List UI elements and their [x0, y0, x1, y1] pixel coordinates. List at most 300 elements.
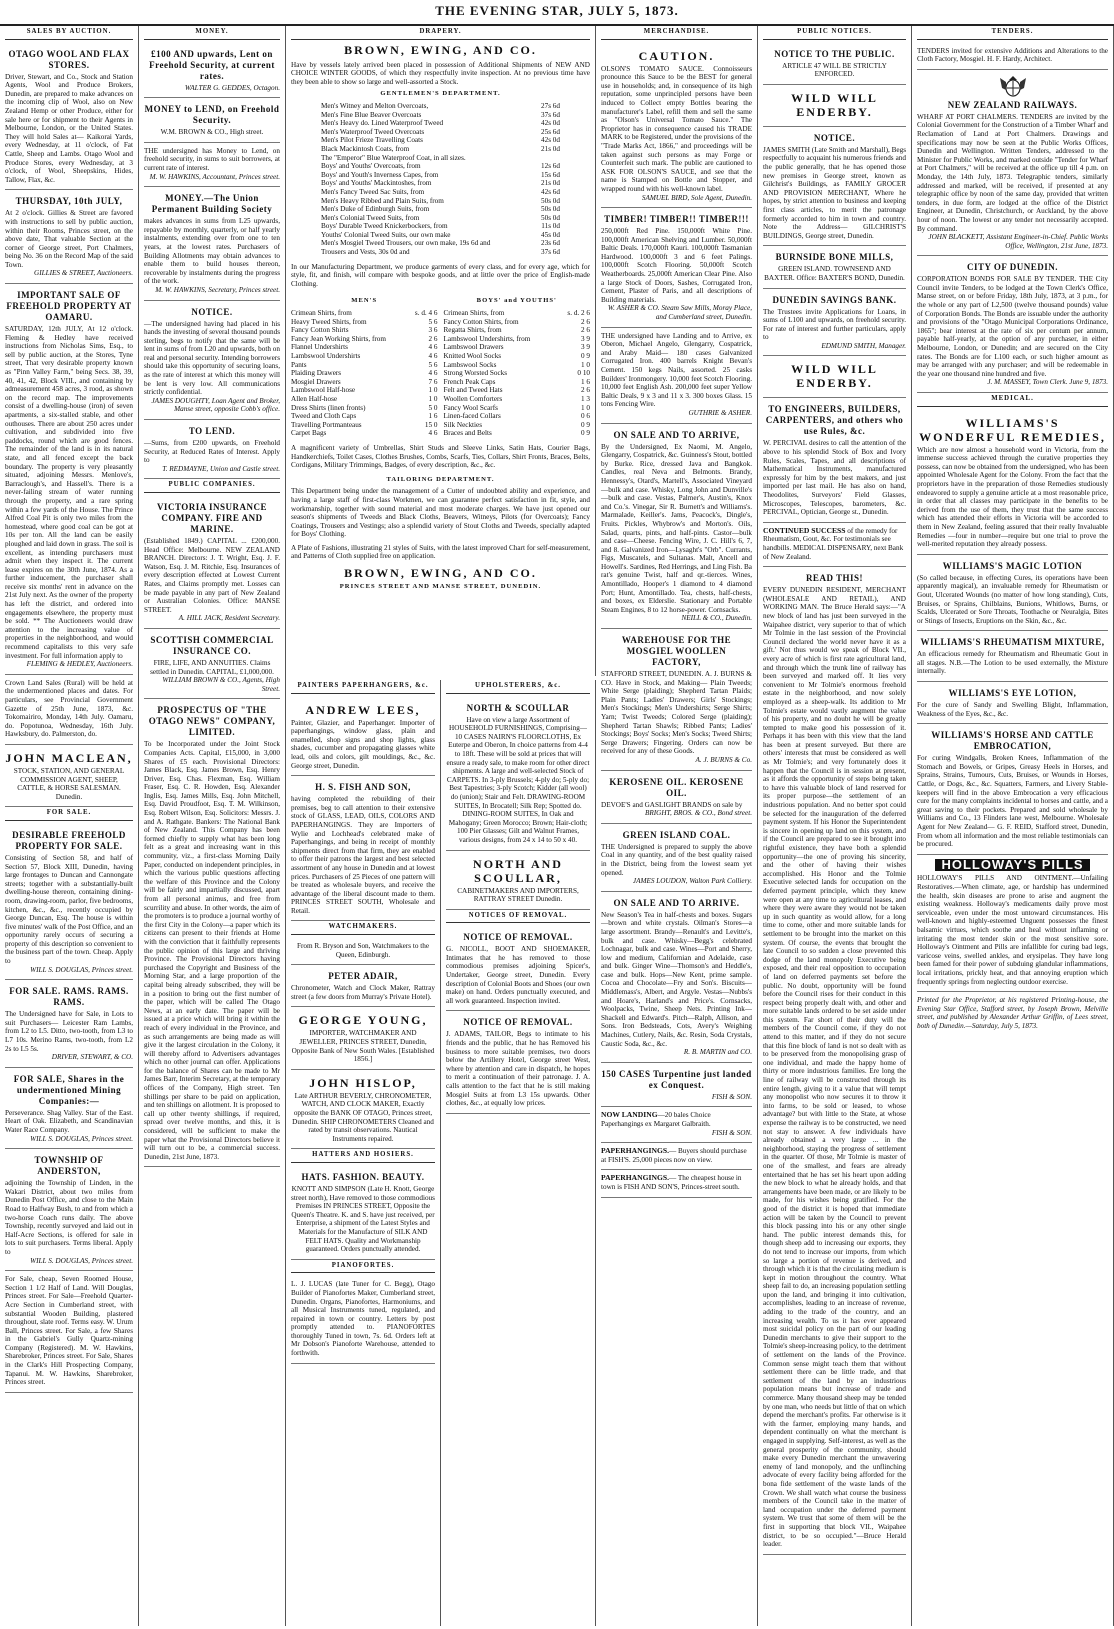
ad-title: 150 CASES Turpentine just landed ex Conquest.: [601, 1068, 752, 1090]
ad-title: £100 AND upwards, Lent on Freehold Security, at current rates.: [149, 48, 275, 81]
ad-body: By the Undersigned, Ex Naomi, M. Angelo, Glengarry, Cospatrick, &c. Guinness's Stout, bottled by Burke. Rice, dressed Java and Bangkok. Candles, real Neva and Belmonts. Brandy, Hennessy's, Otard's, Martell's, Associated Vineyard—bulk and case. Whisky, Long John and Dunville's—bulk and case. Vestas, Palmer's, Austin's, Knox and Co.'s. Vinegar, Sir R. Burnett's and Williams's. Marmalade, Keiller's. Jams, Peacock's, Dingle's, Fruits. Pickles, Whybrow's and Morton's. Oils, Salad, quarts, pints, and half-pints. Castor—bulk and case—Cheese. Fencing Wire, J. C. Hill's 6, 7, and 8. Galvanized Iron—Lysaght's "Orb". Currants, Figs, Muscatels, and Sultanas. Malt, Ancell and Howell's. Sardines, Red Herrings, and Ling Fish. Ba rat's genuine Twist, half and qr.-tierces. Wines, Amontillado, Hooper's 1 diamond to 4 diamond Port; Hunt, Amontillado. Tea, chests, half-chests, and boxes, ex Elderslie. Stationary and Portable Steam Engines, 8 to 12 horse-power. Cornsacks.: [601, 442, 752, 614]
price-row: [444, 309, 591, 318]
price-row: [444, 412, 591, 421]
ad-otago-news-prospectus: [144, 699, 280, 1167]
ad-title: KEROSENE OIL. KEROSENE OIL.: [609, 776, 744, 798]
ad-rheumatism-mixture: [917, 631, 1108, 682]
ad-body: Have on view a large Assortment of HOUSEHOLD FURNISHINGS, Comprising— 10 CASES NAIRN'S FLOORCLOTHS, Ex Euterpe and Oberon, In choice patterns from 4-4 to 18ft. These will be sold at prices that will ensure a ready sale, to make room for other direct shipments. A large and well-selected Stock of CARPETS. In 3-ply Brussels; 4-ply do; 5-ply do; Best Tapestries; 3-ply Scotch; Kidder (all wool) do (union); Stair and Felt. DRAWING-ROOM SUITES, In Brocatell; Silk Rep; Spotted do. DINING-ROOM SUITES, In Oak and Mahogany; Green Morocco; Brown; Hair-cloth; 100 Pier Glasses; Gilt and Walnut Frames, various designs, from 24 x 14 to 50 x 40.: [446, 715, 590, 844]
price-item: Youths' Colonial Tweed Suits, our own make: [321, 230, 451, 239]
ad-title: HOLLOWAY'S PILLS: [935, 859, 1089, 872]
ad-title: WAREHOUSE FOR THE MOSGIEL WOOLLEN FACTORY,: [621, 635, 732, 668]
ad-title: NOTICE.: [191, 306, 233, 317]
ad-city-of-dunedin: [917, 256, 1108, 393]
price-item: Linen-faced Collars: [443, 412, 501, 421]
ad-title: PAPERHANGINGS.: [601, 1173, 669, 1183]
ad-timber: [601, 208, 752, 328]
ad-paperhangings-2: [601, 1170, 752, 1197]
ad-body: IMPORTER, WATCHMAKER AND JEWELLER, PRINCES STREET, Dunedin, Opposite Bank of New South Wales. [Established 1856.]: [291, 1029, 435, 1064]
price-value: 0 10: [577, 369, 590, 378]
price-row: [321, 111, 560, 120]
ad-title: PETER ADAIR,: [328, 971, 398, 982]
ad-now-landing: [601, 1107, 752, 1143]
ad-body: To be Incorporated under the Joint Stock Companies Acts. Capital, £15,000, in 3,000 Shares of £5 each. Provisional Directors: James Black, Esq. James Brown, Esq. Henry Driver, Esq. Chas. Flexman, Esq. William Fraser, Esq. C. R. Howden, Esq. Alexander Inglis, Esq. James Mills, Esq. John Mitchell, Esq. David Proudfoot, Esq. T. M. Wilkinson, Esq. Robert Wilson, Esq. Solicitors: Messrs. J. and A. Rathgate. Bankers: The National Bank of New Zealand. This Company has been formed chiefly to supply what has been long felt as a great and increasing want in this community, viz., a first-class Morning Daily Paper, conducted on independent principles, in which the various public questions affecting the welfare of this Province and the Colony will be fairly and impartially discussed, apart from all personal animus, and free from scurrility and abuse. In other words, the aim of the promoters is to produce a journal worthy of the first City in the Colony—a paper which its citizens can present to their friends at Home with the conviction that it faithfully represents the public opinion of this large and thriving Province. The Provisional Directors having purchased the Copyright and Business of the Morning Star, and a large proportion of the capital being already subscribed, they will be in a position to bring out the first number of the paper, which will be called The Otago News, at an early date. The paper will be issued at a price which will bring it within the reach of every individual in the Province, and as such arrangements are being made as will give it the largest circulation in the Colony, it will thereby afford to Advertisers advantages which no other journal can offer. Applications for the balance of Shares can be made to Mr James Barr, Interim Secretary, at the temporary offices of the Company, High street. Ten shillings per share to be paid on application, and ten shillings on allotment. It is proposed to call up other twenty shillings, if required, spread over twelve months, and this, it is considered, will be sufficient to make the paper what the Provisional Directors believe it will turn out to be, a commercial success. Dunedin, 21st June, 1873.: [144, 740, 280, 1161]
price-item: Carpet Bags: [291, 429, 327, 438]
price-row: [321, 222, 560, 231]
price-row: [291, 326, 438, 335]
ad-body: — Buyers should purchase at FISH'S. 25,000 pieces now on view.: [601, 1147, 747, 1164]
ad-body: For curing Windgalls, Broken Knees, Inflammation of the Stomach and Bowels, or Gripes, Greasy Heels in Horses, and Sprains, Strains, Tumours, Cuts, Bruises, or Wounds in Horses, Cattle, or Dogs, &c., &c. Squatters, Farmers, and Livery Stable-keepers will find in the above Embrocation a very efficacious cure for the many complaints incidental to horses and cattle, and a great saving to their pockets. Prepared and sold wholesale by Williams and Co., 13 Flinders lane west, Melbourne. Wholesale Agent for New Zealand— G. F. REID, Stafford street, Dunedin, From whom all information and the most reliable testimonials can be procured.: [917, 754, 1108, 849]
price-row: [444, 352, 591, 361]
ad-rams: [5, 980, 133, 1068]
ad-victoria-insurance: [144, 496, 280, 629]
ad-guthrie-asher: [601, 328, 752, 424]
price-row: [291, 386, 438, 395]
ad-title: JOHN MACLEAN,: [5, 750, 133, 765]
ad-body: J. ADAMS, TAILOR, Begs to intimate to his friends and the public, that he has Removed his business to more suitable premises, two doors below the Artillery Hotel, George street West, where by attention and care in dispatch, he hopes to merit a continuation of their patronage. J. A. calls attention to the fact that he is still making Mosgiel Suits at from L3 15s upwards. Other clothes, &c., at equally low prices.: [446, 1030, 590, 1108]
ad-title: IMPORTANT SALE OF FREEHOLD PROPERTY AT OAMARU.: [6, 290, 132, 323]
brand-name-footer: BROWN, EWING, AND CO.: [344, 566, 537, 581]
price-value: 2 6: [428, 334, 438, 343]
ad-body: —20 bales Choice Paperhangings ex Margaret Galbraith.: [601, 1111, 711, 1128]
fashion-plate-note: A Plate of Fashions, illustrating 21 styles of Suits, with the latest improved Chart for self-measurement, and Patterns of Cloth supplied free on application.: [291, 543, 590, 561]
ad-signature: JAMES LOUDON, Walton Park Colliery.: [632, 877, 752, 886]
ad-title: H. S. FISH AND SON,: [315, 782, 411, 793]
boys-title: BOYS' and YOUTHS': [476, 297, 557, 305]
ad-williams-remedies: [917, 410, 1108, 555]
ad-building-society: [144, 187, 280, 300]
price-value: 11s 0d: [541, 222, 560, 231]
ad-title: ON SALE AND TO ARRIVE,: [613, 429, 740, 440]
ad-title: PROSPECTUS OF "THE OTAGO NEWS" COMPANY, LIMITED.: [148, 705, 276, 738]
price-value: 45s 0d: [541, 230, 560, 239]
ad-signature: DRIVER, STEWART, & CO.: [51, 1053, 133, 1062]
price-value: 27s 6d: [541, 101, 560, 110]
ad-wild-will-1: [763, 85, 906, 127]
column-header: PUBLIC NOTICES.: [763, 26, 906, 40]
ad-signature: A. HILL JACK, Resident Secretary.: [178, 614, 280, 623]
ad-title: NOTICE TO THE PUBLIC.: [774, 48, 895, 59]
ad-title: BURNSIDE BONE MILLS,: [775, 252, 894, 263]
price-item: Black Mackintosh Coats, from: [321, 144, 410, 153]
price-item: Travelling Portmanteaus: [291, 420, 362, 429]
ad-body: For Sale, cheap, Seven Roomed House, Section 1 1/2 Half of Land. Will Douglas, Princes street. For Sale—Freehold Quarter-Acre Section in Cumberland street, with substantial Wooden Building, plastered throughout, slate roof. Terms easy. W. Urum Ball, Princes street. For Sale, a few Shares in the Gabriel's Gully Quartz-mining Company (Registered). M. W. Hawkins, Sharebroker, Princes street. For Sale, Shares in the Clark's Hill Prospecting Company, Tapanui. M. W. Hawkins, Sharebroker, Princes street.: [5, 1275, 133, 1387]
price-value: 21s 0d: [541, 179, 560, 188]
price-row: [291, 429, 438, 438]
price-item: Silk Neckties: [443, 420, 483, 429]
ad-body: Chronometer, Watch and Clock Maker, Rattray street (a few doors from Murray's Private Hotel).: [291, 984, 435, 1001]
ad-title: MONEY.—The Union Permanent Building Society: [151, 193, 273, 215]
ad-title: NOTICE OF REMOVAL.: [463, 932, 573, 943]
price-row: [321, 171, 560, 180]
ad-body: Late ARTHUR BEVERLY, CHRONOMETER, WATCH, AND CLOCK MAKER, Exactly opposite the BANK OF OTAGO, Princes street, Dunedin. SHIP CHRONOMETERS Cleaned and rated by transit observations. Nautical Instruments repaired.: [292, 1091, 434, 1143]
ad-body: The Undersigned have for Sale, in Lots to suit Purchasers— Leicester Ram Lambs, from L2 to L5. Ditto, two-tooth, from L3 to L7 10s. Merino Rams, two-tooth, from L2 2s to L5 5s.: [5, 1010, 133, 1053]
ad-notice-public: [763, 43, 906, 85]
column-upholsterers: [441, 680, 596, 1626]
section-header: MEDICAL.: [917, 393, 1108, 407]
ad-body: — The cheapest house in town is FISH AND SON'S, Princes-street south.: [601, 1174, 742, 1191]
price-row: [444, 378, 591, 387]
ad-body: THE undersigned has Money to Lend, on freehold security, in sums to suit borrowers, at current rate of interest.: [144, 146, 280, 172]
price-value: 0 6: [581, 412, 590, 421]
section-header: FOR SALE.: [5, 807, 133, 821]
ad-title: NORTH & SCOULLAR: [466, 702, 570, 713]
ad-nicoll-removal: [446, 926, 590, 1011]
price-value: s. d. 4 6: [414, 309, 438, 318]
section-header: HATTERS AND HOSIERS.: [291, 1149, 435, 1163]
price-item: Mosgiel Drawers: [291, 377, 341, 386]
price-item: Men's Heavy do. Lined Waterproof Tweed: [321, 119, 444, 128]
ad-title: WILD WILL ENDERBY.: [791, 362, 878, 391]
price-row: [291, 318, 438, 327]
price-row: [291, 343, 438, 352]
ad-body: From R. Bryson and Son, Watchmakers to the Queen, Edinburgh.: [296, 942, 430, 959]
ad-body: W. PERCIVAL desires to call the attention of the above to his splendid Stock of Box and Ivory Rules, Scales, Tapes, and all descriptions of Mathematical Instruments, manufactured expressly for him by the best makers, and just imported per last mail. He has also on hand, Theodolites, Surveyors' Field Glasses, Microscopes, Telescopes, barometers, &c. PERCIVAL, Optician, George st., Dunedin.: [763, 439, 906, 517]
ad-neill-on-sale: [601, 424, 752, 629]
printer-imprint: Printed for the Proprietor, at his registered Printing-house, the Evening Star Office, Stafford street, by Joseph Brown, Melville street, and published by Alexander Arthur Griffin, of Lees street, both of Dunedin.—Saturday, July 5, 1873.: [917, 996, 1108, 1030]
price-item: Lambswool Half-hose: [291, 386, 356, 395]
brand-name: BROWN, EWING, AND CO.: [344, 42, 537, 57]
ad-body: SATURDAY, 12th JULY, At 12 o'clock. Fleming & Hedley have received instructions from Nicholas Sims, Esq., to sell by public auction, at the Stores, Tyne street, That very desirable property known as "Pinn Valley Farm," being Secs. 38, 39, 40, 41, 42, Block VIII., and containing by admeasurement 458 acres, 3 rood, as shown on the record map. The improvements consist of a dwelling-house (iron) of seven apartments, a six-stalled stable, and other outhouses. There are about 250 acres under cultivation, and subdivided into five paddocks, round which are good fences. The remainder of the land is in its natural state, and all fenced except the back boundary. The property is very pleasantly situated, adjoining Messrs. Menlove's, Barraclough's, and Hassell's. There is a never-failing stream of water running through the property, and a rare spring within a few yards of the House. The Prince Alfred Coal Pit is only two miles from the homestead, where good coal can be got at 10s per ton. All the land can be easily ploughed and laid down in grass. The soil is excellent, as intending purchasers must admit when they inspect it. The current lease expires on the 30th June, 1874. As a further inducement, the purchaser shall receive six months' rent in advance on the 21st July next. As the owner of the property has left the district, and ordered into engagements elsewhere, the property must be sold. ** The Auctioneers would draw attention to the increasing value of properties in the neighborhood, and would recommend capitalists to this very safe investment. For full information apply to: [5, 325, 133, 660]
price-value: 50s 0d: [541, 205, 560, 214]
price-item: Fancy Jean Working Shirts, from: [291, 334, 386, 343]
ad-body: STOCK, STATION, AND GENERAL COMMISSION AGENT, SHEEP, CATTLE, & HORSE SALESMAN. Dunedin.: [13, 766, 125, 801]
ad-signature: JOHN BLACKETT, Assistant Engineer-in-Chief. Public Works Office, Wellington, 21st June, 1873.: [928, 233, 1108, 250]
ad-signature: FLEMING & HEDLEY, Auctioneers.: [26, 660, 133, 669]
ad-body: Consisting of Section 58, and half of Section 57, Block XIII, Dunedin, having large frontages to Duncan and Cannongate streets; together with a substantially-built dwelling-house thereon, containing dining-room, drawing-room, parlor, five bedrooms, kitchen, &c., &c., recently occupied by George Duncan, Esq. The house is within five minutes' walk of the Post Office, and an opportunity rarely occurs of securing a property of this description so convenient to the business part of the town. Cheap. Apply to: [5, 853, 133, 966]
price-item: Fancy Wool Scarfs: [443, 403, 498, 412]
section-header: PUBLIC COMPANIES.: [144, 479, 280, 493]
price-value: 3 9: [581, 343, 590, 352]
price-row: [321, 214, 560, 223]
price-item: Men's Heavy Ribbed and Plain Suits, from: [321, 196, 444, 205]
price-item: Strong Worsted Socks: [443, 369, 508, 378]
price-row: [291, 361, 438, 370]
column-header: MERCHANDISE.: [601, 26, 752, 40]
price-item: Lambswool Socks: [443, 360, 497, 369]
price-item: Braces and Belts: [443, 429, 492, 438]
ad-title: FOR SALE, Shares in the undermentioned Mining Companies:—: [13, 1073, 125, 1106]
price-item: Fancy Cotton Shirts: [291, 326, 349, 335]
price-row: [444, 335, 591, 344]
price-row: [321, 231, 560, 240]
price-item: Men's Fancy Tweed Sac Suits, from: [321, 187, 425, 196]
ad-body: TENDERS invited for extensive Additions and Alterations to the Cloth Factory, Mosgiel. H. F. Hardy, Architect.: [917, 46, 1108, 64]
ad-title: THURSDAY, 10th JULY,: [15, 196, 123, 207]
ad-john-hislop: [291, 1070, 435, 1150]
ad-title: TO ENGINEERS, BUILDERS, CARPENTERS, and others who use Rules, &c.: [765, 404, 904, 437]
price-item: Men's Fine Blue Beaver Overcoats: [321, 110, 422, 119]
ad-title: OTAGO WOOL AND FLAX STORES.: [8, 48, 130, 70]
column-header: MONEY.: [144, 26, 280, 40]
price-value: 2 6: [581, 386, 590, 395]
price-tables: [291, 294, 590, 438]
ad-title: GREEN ISLAND COAL.: [622, 829, 731, 840]
price-value: 5 6: [428, 360, 438, 369]
ad-body: For the cure of Sandy and Swelling Blight, Inflammation, Weakness of the Eyes, &c., &c.: [917, 701, 1108, 718]
drapery-intro: Have by vessels lately arrived been placed in possession of Additional Shipments of NEW AND CHOICE WINTER GOODS, of which they respectfully invite inspection. At no previous time have they been able to show so large and well-assorted a Stock.: [291, 60, 590, 86]
ad-body: FIRE, LIFE, AND ANNUITIES. Claims settled in Dunedin. CAPITAL, £1,000,000.: [150, 658, 274, 676]
column-tenders: [912, 26, 1114, 1626]
price-row: [444, 361, 591, 370]
ad-gillies-street: [5, 190, 133, 284]
price-item: Men's Pilot Frieze Travelling Coats: [321, 136, 423, 145]
ad-body: adjoining the Township of Linden, in the Wakari District, about two miles from Dunedin Post Office, and close to the Main Road to Halfway Bush, to and from which a two-horse Coach runs daily. The above Township, recently surveyed and laid out in Half-Acre Sections, is offered for sale in lots to suit purchasers. Terms liberal. Apply to: [5, 1179, 133, 1256]
ad-money-brown: [144, 98, 280, 143]
price-value: 37s 6d: [541, 110, 560, 119]
ad-signature: WILL S. DOUGLAS, Princes street.: [30, 1256, 133, 1265]
ad-title: NOW LANDING: [601, 1110, 658, 1120]
ad-signature: J. M. MASSEY, Town Clerk. June 9, 1873.: [987, 378, 1108, 387]
brand-address: PRINCES STREET AND MANSE STREET, DUNEDIN.: [339, 583, 542, 591]
mens-title: MEN'S: [351, 297, 378, 305]
ad-george-young: [291, 1007, 435, 1069]
price-value: 4 6: [428, 429, 438, 438]
ad-signature: T. REDMAYNE, Union and Castle street.: [162, 464, 280, 473]
price-value: 5 6: [428, 317, 438, 326]
ad-title: PAPERHANGINGS.: [601, 1146, 669, 1156]
price-row: [444, 395, 591, 404]
price-item: Heavy Tweed Shirts, from: [291, 317, 367, 326]
ad-oamaru-property: [5, 284, 133, 675]
ad-body: CORPORATION BONDS FOR SALE BY TENDER. THE City Council invite Tenders, to be lodged at the Town Clerk's Office, Manse street, on or before Friday, 18th July, 1873, at 3 p.m., for the whole or any part of L2,500 (twelve thousand pounds) value of Corporation Bonds. The Bonds are issuable under the authority and provisions of the "Otago Municipal Corporations Ordinance, 1865"; bear interest at the rate of six per centum per annum, payable half-yearly, at the option of any purchaser, in either Melbourne, London, or Dunedin; and are secured on the City rates. The Bonds are for L100 each, or such higher amount as may be arranged with any purchaser; and will be redeemable in the year one thousand nine hundred and five.: [917, 275, 1108, 378]
ad-title: FOR SALE. RAMS. RAMS. RAMS.: [9, 986, 129, 1008]
ad-otago-wool: [5, 43, 133, 191]
ad-north-scoullar-cabinet: [446, 851, 590, 910]
price-value: 0 9: [581, 420, 590, 429]
price-value: 25s 6d: [541, 127, 560, 136]
price-value: 1 6: [428, 412, 438, 421]
manufacturing-note: In our Manufacturing Department, we produce garments of every class, and for every age, which for style, fit, and finish, will compare with bespoke goods, and at little over the price of English-made Clothing.: [291, 262, 590, 288]
ad-body: JAMES SMITH (Late Smith and Marshall), Begs respectfully to acquaint his numerous friends and the public generally, that he has opened those new premises in George street, known as Gilchrist's Buildings, as FAMILY GROCER AND PROVISION MERCHANT, Where he hopes, by strict attention to business and keeping first class articles, to merit the patronage formerly accorded to him in town and country. Note the Address— GILCHRIST'S BUILDINGS, George street, Dunedin.: [763, 145, 906, 240]
price-row: [444, 421, 591, 430]
ad-turpentine: [601, 1063, 752, 1108]
price-value: 23s 6d: [541, 239, 560, 248]
ad-james-smith: [763, 127, 906, 247]
ad-body: —Sums, from £200 upwards, on Freehold Security, at Reduced Rates of Interest. Apply to: [144, 439, 280, 465]
price-value: 1 0: [581, 403, 590, 412]
price-value: 42s 6d: [541, 187, 560, 196]
ad-green-island-coal: [601, 824, 752, 892]
price-row: [321, 102, 560, 111]
ad-title: WILLIAMS'S EYE LOTION,: [948, 688, 1077, 699]
price-row: [444, 343, 591, 352]
price-item: Men's Colonial Tweed Suits, from: [321, 213, 420, 222]
ad-hs-fish: [291, 776, 435, 921]
price-item: Dress Shirts (linen fronts): [291, 403, 366, 412]
price-item: Regatta Shirts, from: [443, 326, 502, 335]
price-row: [321, 136, 560, 145]
price-item: Men's Mosgiel Tweed Trousers, our own make, 19s 6d and: [321, 239, 491, 248]
ad-title: NORTH AND SCOULLAR,: [473, 856, 563, 885]
ad-body: The Trustees invite Applications for Loans, in sums of L100 and upwards, on freehold security. For rate of interest and further particulars, apply to: [763, 307, 906, 342]
price-row: [291, 378, 438, 387]
price-row: [444, 369, 591, 378]
ad-body: DEVOE'S and GASLIGHT BRANDS on sale by: [601, 800, 743, 809]
column-header: TENDERS.: [917, 26, 1108, 40]
ad-john-maclean: [5, 745, 133, 807]
ad-body: L. J. LUCAS (late Tuner for C. Begg), Otago Builder of Pianofortes Maker, Cumberland street, Dunedin. Organs, Pianofortes, Harmoniums, and all Musical Instruments tuned, regulated, and repaired in town or country. Letters by post promptly attended to. PIANOFORTES thoroughly Tuned in town, 7s. 6d. Orders left at Mr Dobson's Pianoforte Warehouse, attended to forthwith.: [291, 1280, 435, 1358]
ad-magic-lotion: [917, 555, 1108, 632]
ad-signature: WALTER G. GEDDES, Octagon.: [184, 83, 280, 92]
ad-title: TO LEND.: [188, 426, 236, 437]
price-row: [291, 335, 438, 344]
column-header: DRAPERY.: [291, 26, 590, 40]
ad-body: New Season's Tea in half-chests and boxes. Sugars—brown and white crystals. Oilman's Stores—a large assortment. Brandy—Renault's and Levitte's, bulk and case. Whisky—Begg's celebrated Lochnagar, bulk and case. Wines—Port and Sherry, low and medium, Californian and Adelaide, case and bulk. Ginger Wine—Thomson's and Heddle's, case and bulk. Hops—New Kent, prime sample. Cocoa and Chocolate—Fry and Son's. Biscuits—Middlemass's, Albert, and Argyle. Vestas—Nubbs's and Hoare's, Harland's and Price's. Cornsacks, Woolpacks, Twine, Sheep Nets. Printing Ink—Shackell and Edward's. Pitch—Ralph, Allison, and Sons. Iron Bedsteads, Cots, Avery's Weighing Machines, Cutlery, Nails, &c. Resin, Soda Crystals, Caustic Soda, &c., &c.: [601, 910, 752, 1048]
ad-signature: WILL S. DOUGLAS, Princes street.: [30, 1134, 133, 1143]
price-value: 1 0: [581, 360, 590, 369]
price-value: 1 0: [428, 394, 438, 403]
ad-body: of the remedy for Rheumatism, Gout, &c. For testimonials see handbills. MEDICAL DISPENSARY, next Bank of New Zealand.: [763, 526, 904, 561]
price-item: Boys' and Youths' Overcoats, from: [321, 162, 421, 171]
price-value: 5 0: [428, 403, 438, 412]
price-value: 0 9: [581, 429, 590, 438]
section-header: PIANOFORTES.: [291, 1260, 435, 1274]
ad-title: DUNEDIN SAVINGS BANK.: [772, 294, 897, 305]
gents-department-title: GENTLEMEN'S DEPARTMENT.: [380, 90, 501, 98]
ad-signature: FISH & SON.: [711, 1092, 752, 1101]
ad-signature: FISH & SON.: [711, 1128, 752, 1137]
ad-title: NEW ZEALAND RAILWAYS.: [947, 99, 1078, 110]
ad-eye-lotion: [917, 682, 1108, 724]
ad-signature: EDMUND SMITH, Manager.: [821, 341, 906, 350]
ad-signature: NEILL & CO., Dunedin.: [681, 614, 752, 623]
column-public-notices: [758, 26, 912, 1626]
price-item: Crimean Shirts, from: [291, 309, 352, 318]
price-item: Woollen Comforters: [443, 394, 503, 403]
gents-price-list: [291, 102, 590, 257]
ad-body: makes advances in sums from L25 upwards, repayable by monthly, quarterly, or half yearly instalments, extending over from one to ten years, at the lowest rates. Purchasers of Building Allotments may obtain advances to enable them to build houses thereon, recoverable by instalments during the progress of the work.: [144, 217, 280, 286]
column-header: PAINTERS PAPERHANGERS, &c.: [291, 680, 435, 694]
price-value: 7 6: [428, 377, 438, 386]
price-value: 15 0: [424, 420, 438, 429]
mens-table: [291, 294, 438, 438]
column-drapery: [286, 26, 596, 676]
price-item: Men's Waterproof Tweed Overcoats: [321, 127, 425, 136]
ad-lucas-pianos: [291, 1276, 435, 1363]
price-value: 21s 0d: [541, 144, 560, 153]
ad-title: GEORGE YOUNG,: [298, 1013, 428, 1028]
ad-title: WILLIAMS'S RHEUMATISM MIXTURE,: [920, 637, 1105, 648]
ad-body: G. NICOLL, BOOT AND SHOEMAKER, Intimates that he has removed to those commodious premises adjoining Spicer's, Undertaker, George street, Dunedin. Every description of Colonial Boots and Shoes (our own make) on hand. Orders punctually executed, and all work guaranteed. Inspection invited.: [446, 945, 590, 1005]
price-row: [444, 386, 591, 395]
ad-body: Painter, Glazier, and Paperhanger. Importer of paperhangings, window glass, plain and enamelled, shop signs and shop lights, glass shades, cucumber and propagating glasses white lead, oils and colors, gilt mouldings, &c., &c. George street, Dunedin.: [291, 718, 435, 770]
ad-title: ANDREW LEES,: [305, 702, 421, 717]
ad-freehold-property: [5, 824, 133, 980]
price-value: 50s 0d: [541, 196, 560, 205]
ad-body: (So called because, in effecting Cures, its operations have been apparently magical), an invaluable remedy for Rheumatism or Gout, Ulcerated Wounds (no matter of how long standing), Cuts, Bruises, or Sprains, Chilblains, Bunions, Whitlows, Burns, or Scalds, Ulcerated or Sore Throats, Toothache or Neuralgia, Bites or Stings of Insects, Eruptions on the Skin, &c., &c.: [917, 573, 1108, 625]
ad-doughty: [144, 301, 280, 421]
ad-body: HOLLOWAY'S PILLS AND OINTMENT.—Unfailing Restoratives.—When climate, age, or hardship has undermined the health, skin diseases are prone to arise and augment the existing weakness. Holloway's medicaments daily prove most serviceable, even under the most untoward circumstances. His well-known and highly-esteemed Unguent possesses the finest balsamic virtues, which soothe and heal without inflaming or irritating the most tender skin or the most sensitive sore. Holloway's Ointment and Pills are infallible for curing bad legs, varicose veins, swelled ankles, and erysipelas. They have long been famed for their power of subduing glandular inflammations, local irritations, prickly heat, and that annoying eruption which frequently springs from neglecting outdoor exercise.: [917, 874, 1108, 986]
ad-mosgiel-warehouse: [601, 629, 752, 771]
ad-title: MONEY to LEND, on Freehold Security.: [144, 104, 280, 126]
ad-signature: GILLIES & STREET, Auctioneers.: [34, 269, 133, 278]
ad-signature: W. ASHER & CO. Steam Saw Mills, Moray Place, and Cumberland street, Dunedin.: [607, 304, 752, 322]
ad-bryson: [291, 938, 435, 965]
price-item: Boys' Durable Tweed Knickerbockers, from: [321, 222, 448, 231]
price-row: [321, 145, 560, 154]
price-row: [291, 421, 438, 430]
ad-title: NOTICE.: [813, 132, 856, 143]
ad-read-this: [763, 567, 906, 1555]
ad-andrew-lees: [291, 697, 435, 777]
ad-body: Crown Land Sales (Rural) will be held at the undermentioned places and dates. For particulars, see Provincial Government Gazette of 25th June, 1873, &c. Tokomairiro, Monday, 14th July. Oamaru, do. Popotunoa, Wednesday, 16th July. Hawksbury, do. Palmerston, do.: [5, 678, 133, 739]
price-value: 37s 6d: [541, 248, 560, 257]
ad-burnside-bone-mills: [763, 246, 906, 288]
ad-title: WILD WILL ENDERBY.: [791, 90, 878, 119]
price-value: 4 6: [428, 343, 438, 352]
ad-body: WHARF AT PORT CHALMERS. TENDERS are invited by the Colonial Government for the Construction of a Timber Wharf and Reclamation of Land at Port Chalmers. Drawings and specifications may now be seen at the Public Works Offices, Dunedin and Wellington. Written Tenders, addressed to the Minister for Public Works, and marked outside "Tender for Wharf at Port Chalmers," will be received at the office up till 4 p.m. on Monday, the 14th July, 1873. Telegraphic tenders, similarly addressed and marked, will be received, if presented at any telegraphic office by noon of the same day, provided that written tenders, in due form, are lodged at the office of the District Engineer, at Dunedin, Christchurch, or Auckland, by the above hour of noon. The lowest or any tender not necessarily accepted. By command.: [917, 112, 1108, 233]
ad-body: THE Undersigned is prepared to supply the above Coal in any quantity, and of the best quality raised in the District, being from the lowest seam yet opened.: [601, 842, 752, 877]
price-row: [291, 395, 438, 404]
price-row: [321, 128, 560, 137]
price-item: Men's Duke of Edinburgh Suits, from: [321, 205, 430, 214]
ad-body: having completed the rebuilding of their premises, beg to call attention to their extensive stock of GLASS, LEAD, OILS, COLORS AND PAPERHANGINGS. They are Importers of Wylie and Lochhead's celebrated make of Paperhangings, and being in receipt of monthly shipments direct from that firm, they are enabled to offer their patrons the largest and best selected assortment of any house in Dunedin and at lowest prices. Purchasers of 25 Pieces of one pattern will be treated as wholesale buyers, and receive the advantage of the liberal discount made to them. PRINCES STREET SOUTH, Wholesale and Retail.: [291, 795, 435, 915]
column-header: UPHOLSTERERS, &c.: [446, 680, 590, 694]
ad-body: THE undersigned have Landing and to Arrive, ex Oberon, Michael Angelo, Glengarry, Cospatrick, and Araby Maid— 180 cases Galvanized Corrugated Iron. 400 barrels Knight Bevan's Cement. 150 kegs Nails, assorted. 25 casks Builders' Ironmongery. 10,000 feet Scotch Flooring. 10,000 feet English Ash. 200,000 feet super Yellow Baltic Deals, 9 x 3 and 11 x 3. 300 boxes Glass. 15 tons Fencing Wire.: [601, 331, 752, 409]
ad-adams-removal: [446, 1011, 590, 1113]
price-item: Knitted Wool Socks: [443, 352, 502, 360]
price-row: [321, 119, 560, 128]
boys-table: [444, 294, 591, 438]
section-header: WATCHMAKERS.: [291, 921, 435, 935]
ad-to-lend: [144, 420, 280, 479]
ad-body: ARTICLE 47 WILL BE STRICTLY ENFORCED.: [782, 61, 887, 79]
ad-savings-bank: [763, 289, 906, 357]
ad-continued-success: [763, 523, 906, 567]
price-value: 1 6: [581, 377, 590, 386]
price-row: [291, 369, 438, 378]
price-value: 3 6: [428, 326, 438, 335]
price-value: s. d. 2 6: [567, 309, 590, 318]
ad-title: WILLIAMS'S HORSE AND CATTLE EMBROCATION,: [931, 730, 1094, 752]
ad-signature: SAMUEL BIRD, Sole Agent, Dunedin.: [641, 193, 752, 202]
ad-signature: M. W. HAWKINS, Secretary, Princes street.: [155, 285, 280, 294]
price-row: [321, 248, 560, 257]
ad-title: READ THIS!: [805, 573, 864, 584]
ad-signature: BRIGHT, BROS. & CO., Bond street.: [644, 809, 752, 818]
price-item: Lambswool Undershirts: [291, 352, 361, 360]
ad-body: W.M. BROWN & CO., High street.: [160, 128, 264, 137]
ad-body: GREEN ISLAND. TOWNSEND AND BAXTER. Office: BAXTER'S BOND, Dunedin.: [764, 265, 905, 282]
price-value: 4 6: [428, 369, 438, 378]
price-item: Men's Witney and Melton Overcoats,: [321, 101, 429, 110]
price-value: 0 9: [581, 352, 590, 360]
price-item: The "Emperor" Blue Waterproof Coat, in all sizes.: [321, 153, 466, 162]
ad-scottish-commercial: [144, 629, 280, 699]
price-item: Lambswool Drawers: [443, 343, 504, 352]
column-merchandise: [596, 26, 758, 1626]
ad-title: WILLIAMS'S MAGIC LOTION: [942, 560, 1083, 571]
price-item: Lambswool Undershirts, from: [443, 334, 531, 343]
price-row: [291, 309, 438, 318]
price-item: Trousers and Vests, 30s 0d and: [321, 248, 410, 257]
ad-knott-simpson: [291, 1166, 435, 1260]
price-row: [444, 318, 591, 327]
mens-list: [291, 309, 438, 438]
price-row: [321, 179, 560, 188]
price-item: Pants: [291, 360, 307, 369]
price-item: Flannel Undershirts: [291, 343, 348, 352]
ad-north-scoullar: [446, 697, 590, 851]
price-value: 2 6: [581, 326, 590, 335]
ad-title: CAUTION.: [638, 48, 715, 63]
price-row: [291, 404, 438, 413]
ad-title: JOHN HISLOP,: [309, 1075, 417, 1090]
section-header: NOTICES OF REMOVAL.: [446, 910, 590, 924]
ad-title: CITY OF DUNEDIN.: [966, 262, 1059, 273]
ad-body: Driver, Stewart, and Co., Stock and Station Agents, Wool and Produce Brokers, Dunedin, are prepared to make advances on the incoming clip of Wool, also on New Zealand Hemp or other Produce, either for sale here or for shipment to their Agents in Melbourne, London, or the United States. They will hold Sales at— Kaikorai Yards, every Wednesday, at 11 o'clock, of Fat Cattle, Sheep and Lambs. Otago Wool and Produce Stores, every Wednesday, at 3 o'clock, of Wool, Sheepskins, Hides, Tallow, Flax, &c.: [5, 72, 133, 184]
price-row: [321, 197, 560, 206]
